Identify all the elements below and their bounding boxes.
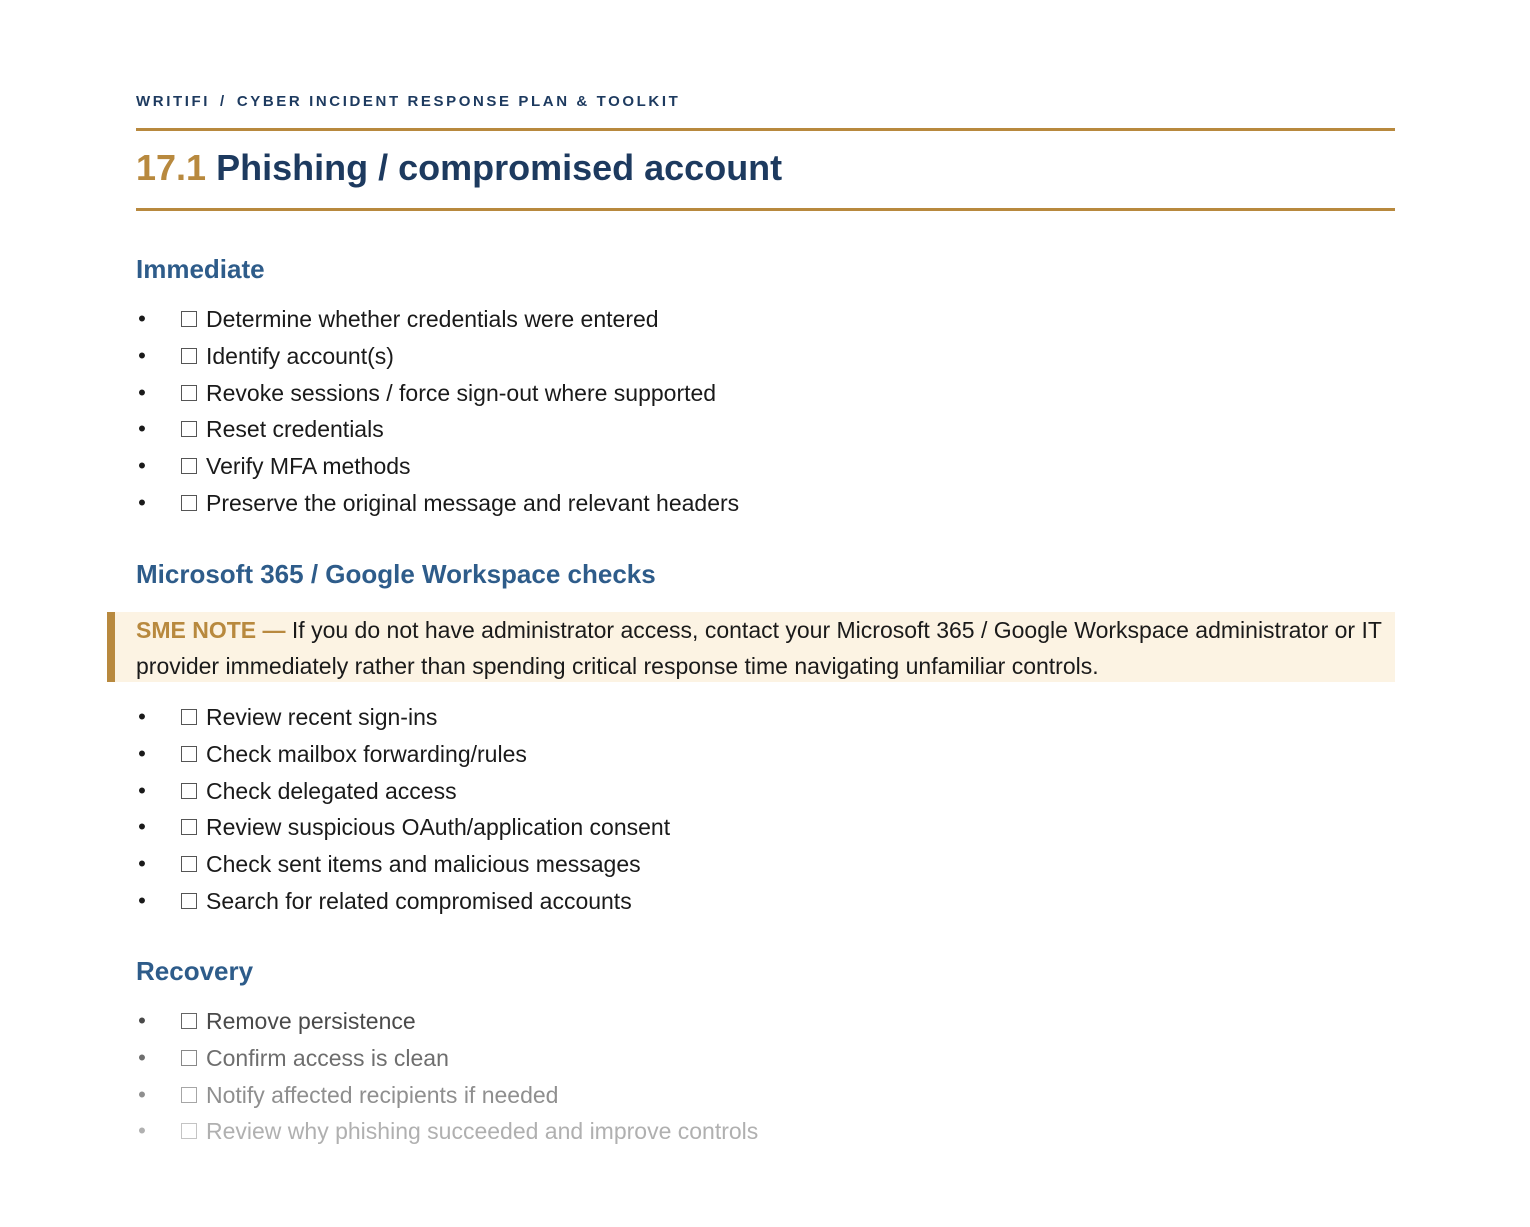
checkbox[interactable] <box>181 421 197 437</box>
heading-recovery: Recovery <box>136 956 254 986</box>
checkbox[interactable] <box>181 893 197 909</box>
item-text: Check mailbox forwarding/rules <box>206 740 527 767</box>
item-text: Remove persistence <box>206 1008 416 1034</box>
bullet-icon: • <box>138 379 146 405</box>
bullet-icon: • <box>138 777 146 803</box>
checkbox[interactable] <box>181 385 197 401</box>
checkbox[interactable] <box>181 1013 197 1029</box>
bullet-icon: • <box>138 489 146 515</box>
checkbox[interactable] <box>181 1087 197 1103</box>
item-text: Search for related compromised accounts <box>206 887 632 914</box>
bullet-icon: • <box>138 1008 146 1033</box>
document-page <box>136 0 1395 1227</box>
checkbox[interactable] <box>181 311 197 327</box>
header-brand: WRITIFI <box>136 93 211 110</box>
title-rule-bottom <box>136 208 1395 211</box>
bullet-icon: • <box>138 306 146 331</box>
header-doc-name: CYBER INCIDENT RESPONSE PLAN & TOOLKIT <box>236 93 681 110</box>
item-text: Preserve the original message and relevant headers <box>206 489 740 516</box>
bullet-icon: • <box>138 1118 146 1144</box>
item-text: Determine whether credentials were entered <box>206 306 659 332</box>
checkbox[interactable] <box>181 348 197 364</box>
item-text: Revoke sessions / force sign-out where supported <box>206 379 717 406</box>
item-text: Review why phishing succeeded and improve controls <box>206 1118 759 1145</box>
section-number: 17.1 <box>136 147 207 188</box>
item-text: Review recent sign-ins <box>206 704 438 730</box>
checkbox[interactable] <box>181 856 197 872</box>
heading-immediate: Immediate <box>136 254 265 284</box>
checkbox[interactable] <box>181 819 197 835</box>
item-text: Verify MFA methods <box>206 453 411 480</box>
item-text: Check sent items and malicious messages <box>206 851 641 878</box>
item-text: Identify account(s) <box>206 342 394 369</box>
item-text: Review suspicious OAuth/application consent <box>206 814 671 841</box>
header-separator: / <box>220 93 227 110</box>
checkbox[interactable] <box>181 746 197 762</box>
bullet-icon: • <box>138 453 146 479</box>
item-text: Notify affected recipients if needed <box>206 1081 559 1108</box>
sme-note <box>136 612 1395 684</box>
section-title-text: Phishing / compromised account <box>216 147 783 188</box>
checkbox[interactable] <box>181 1050 197 1066</box>
bullet-icon: • <box>138 416 146 442</box>
sme-note-label: SME NOTE — <box>136 617 286 643</box>
checkbox[interactable] <box>181 458 197 474</box>
bullet-icon: • <box>138 1081 146 1107</box>
item-text: Reset credentials <box>206 416 384 443</box>
item-text: Confirm access is clean <box>206 1044 449 1071</box>
page-title <box>136 146 782 190</box>
checkbox[interactable] <box>181 709 197 725</box>
bullet-icon: • <box>138 342 146 368</box>
bullet-icon: • <box>138 887 146 913</box>
bullet-icon: • <box>138 814 146 840</box>
running-header <box>136 93 680 110</box>
bullet-icon: • <box>138 851 146 877</box>
checkbox[interactable] <box>181 495 197 511</box>
item-text: Check delegated access <box>206 777 457 804</box>
sme-note-text: If you do not have administrator access, contact your Microsoft 365 / Google Workspace administrator or IT provider immediately rather than spending critical response time navigating unfamiliar controls. <box>136 617 1382 679</box>
bullet-icon: • <box>138 1044 146 1070</box>
checkbox[interactable] <box>181 1123 197 1139</box>
title-rule-top <box>136 128 1395 131</box>
bullet-icon: • <box>138 740 146 766</box>
heading-workspace-checks: Microsoft 365 / Google Workspace checks <box>136 559 656 589</box>
checkbox[interactable] <box>181 783 197 799</box>
bullet-icon: • <box>138 704 146 729</box>
